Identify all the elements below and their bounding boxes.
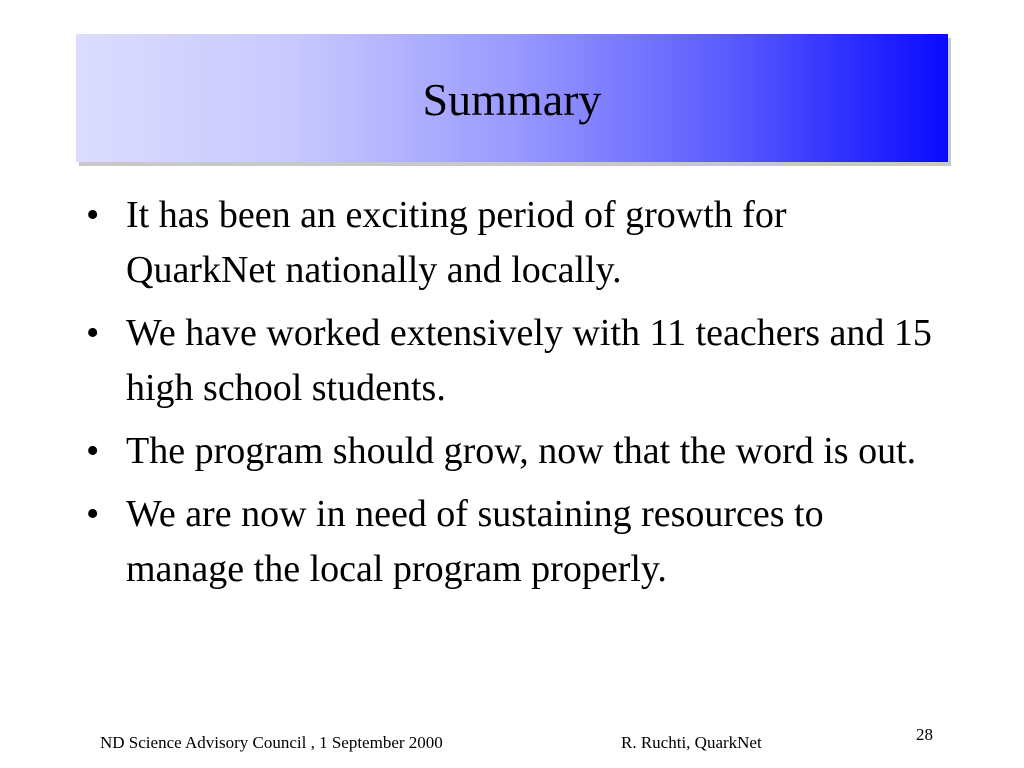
footer-event: ND Science Advisory Council , 1 September 2000 xyxy=(100,733,443,752)
bullet-list xyxy=(84,188,944,605)
bullet-dot-icon: • xyxy=(86,312,100,354)
bullet-item xyxy=(84,306,944,416)
bullet-item xyxy=(84,424,944,479)
bullet-dot-icon: • xyxy=(86,194,100,236)
bullet-text: We are now in need of sustaining resources to manage the local program properly. xyxy=(126,493,824,590)
bullet-dot-icon: • xyxy=(86,430,100,472)
footer-author: R. Ruchti, QuarkNet xyxy=(621,733,762,752)
slide-title: Summary xyxy=(422,74,602,125)
bullet-item xyxy=(84,188,944,298)
bullet-item xyxy=(84,487,944,597)
bullet-text: The program should grow, now that the word is out. xyxy=(126,430,917,472)
bullet-text: It has been an exciting period of growth for QuarkNet nationally and locally. xyxy=(126,194,787,291)
bullet-dot-icon: • xyxy=(86,493,100,535)
page-number: 28 xyxy=(916,725,933,744)
bullet-text: We have worked extensively with 11 teachers and 15 high school students. xyxy=(126,312,932,409)
